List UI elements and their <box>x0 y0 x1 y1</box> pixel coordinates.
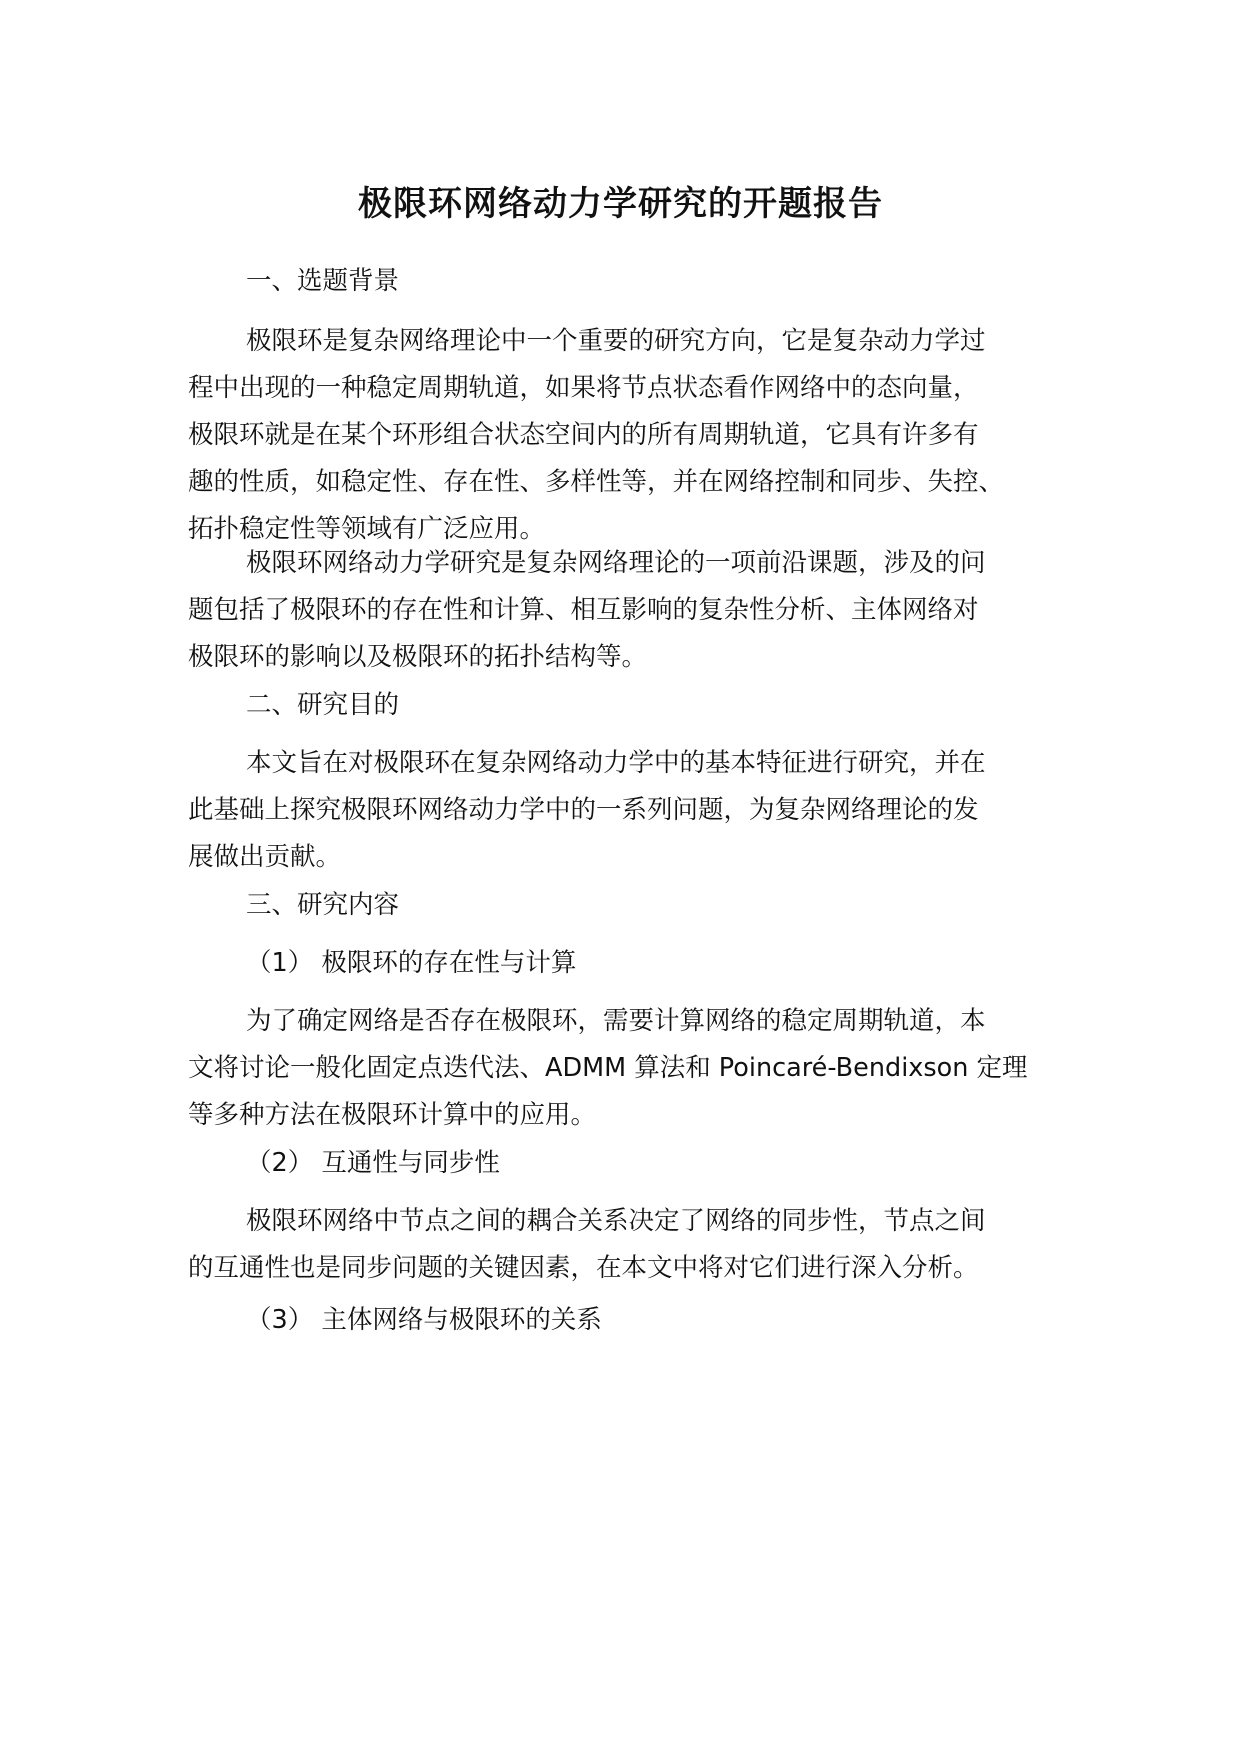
subsection-heading-2: （2） 互通性与同步性 <box>246 1148 500 1178</box>
text-line: 展做出贡献。 <box>188 842 342 872</box>
text-line: 此基础上探究极限环网络动力学中的一系列问题，为复杂网络理论的发 <box>188 795 979 825</box>
text-line: 趣的性质，如稳定性、存在性、多样性等，并在网络控制和同步、失控、 <box>188 467 1005 497</box>
text-line: 极限环的影响以及极限环的拓扑结构等。 <box>188 642 648 672</box>
text-line: 极限环网络中节点之间的耦合关系决定了网络的同步性，节点之间 <box>246 1206 986 1236</box>
section-heading-background: 一、选题背景 <box>246 266 400 296</box>
paragraph-subsection-2 <box>188 1198 1068 1292</box>
paragraph-background-2 <box>188 540 1068 681</box>
text-line: 极限环是复杂网络理论中一个重要的研究方向，它是复杂动力学过 <box>246 326 986 356</box>
text-line: 程中出现的一种稳定周期轨道，如果将节点状态看作网络中的态向量， <box>188 373 979 403</box>
subsection-heading-3: （3） 主体网络与极限环的关系 <box>246 1305 602 1335</box>
text-line: 本文旨在对极限环在复杂网络动力学中的基本特征进行研究，并在 <box>246 748 986 778</box>
paragraph-background-1 <box>188 318 1068 553</box>
section-heading-purpose: 二、研究目的 <box>246 690 400 720</box>
text-line: 极限环就是在某个环形组合状态空间内的所有周期轨道，它具有许多有 <box>188 420 979 450</box>
text-line: 文将讨论一般化固定点迭代法、ADMM 算法和 Poincaré-Bendixson 定理 <box>188 1053 1028 1083</box>
section-heading-content: 三、研究内容 <box>246 890 400 920</box>
text-line: 拓扑稳定性等领域有广泛应用。 <box>188 514 546 544</box>
document-title: 极限环网络动力学研究的开题报告 <box>358 184 883 224</box>
paragraph-subsection-1 <box>188 998 1068 1139</box>
text-line: 题包括了极限环的存在性和计算、相互影响的复杂性分析、主体网络对 <box>188 595 979 625</box>
paragraph-purpose <box>188 740 1068 881</box>
subsection-heading-1: （1） 极限环的存在性与计算 <box>246 948 577 978</box>
text-line: 等多种方法在极限环计算中的应用。 <box>188 1100 597 1130</box>
text-line: 的互通性也是同步问题的关键因素，在本文中将对它们进行深入分析。 <box>188 1253 979 1283</box>
text-line: 极限环网络动力学研究是复杂网络理论的一项前沿课题，涉及的问 <box>246 548 986 578</box>
text-line: 为了确定网络是否存在极限环，需要计算网络的稳定周期轨道，本 <box>246 1006 986 1036</box>
